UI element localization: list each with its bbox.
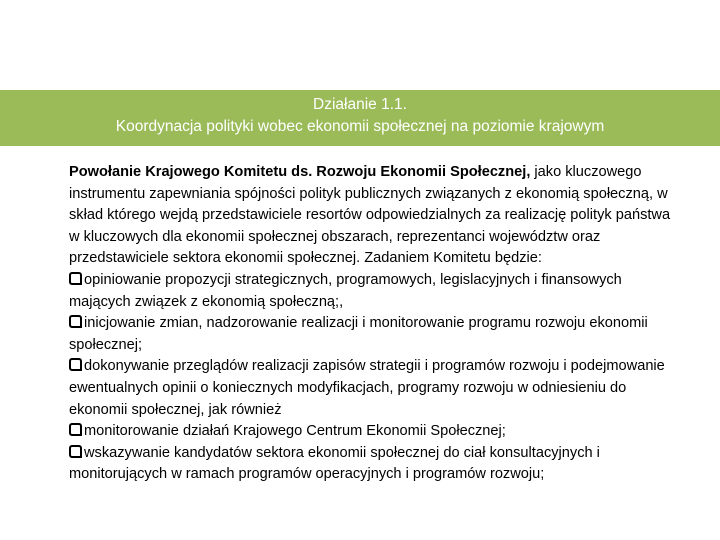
intro-bold-text: Powołanie Krajowego Komitetu ds. Rozwoju Ekonomii Społecznej, bbox=[69, 164, 531, 180]
list-item-text: inicjowanie zmian, nadzorowanie realizacji i monitorowanie programu rozwoju ekonomii społecznej; bbox=[69, 315, 648, 353]
checkbox-bullet-icon bbox=[69, 445, 82, 458]
section-subtitle: Koordynacja polityki wobec ekonomii społecznej na poziomie krajowym bbox=[115, 118, 605, 135]
list-item-text: wskazywanie kandydatów sektora ekonomii społecznej do ciał konsultacyjnych i monitorujących w ramach programów operacyjnych i programów rozwoju; bbox=[69, 444, 600, 483]
list-item bbox=[69, 356, 684, 421]
checkbox-bullet-icon bbox=[69, 272, 82, 285]
list-item bbox=[69, 270, 684, 313]
list-item bbox=[69, 313, 684, 356]
section-header-band bbox=[0, 90, 720, 146]
section-title: Działanie 1.1. bbox=[313, 96, 407, 113]
intro-text: jako kluczowego instrumentu zapewniania spójności polityk publicznych związanych z ekonomią społeczną, w skład którego wejdą przedstawiciele resortów odpowiedzialnych za realizację polityk państwa w kluczowych dla ekonomii społecznej obszarach, reprezentanci województw oraz przedstawiciele sektora ekonomii społecznej. Zadaniem Komitetu będzie: bbox=[69, 164, 671, 267]
intro-paragraph bbox=[69, 162, 684, 270]
list-item-text: monitorowanie działań Krajowego Centrum Ekonomii Społecznej; bbox=[84, 423, 506, 440]
list-item bbox=[69, 421, 684, 443]
list-item bbox=[69, 443, 684, 486]
checkbox-bullet-icon bbox=[69, 358, 82, 371]
list-item-text: opiniowanie propozycji strategicznych, programowych, legislacyjnych i finansowych mających związek z ekonomią społeczną;, bbox=[69, 271, 622, 310]
checkbox-bullet-icon bbox=[69, 315, 82, 328]
checkbox-bullet-icon bbox=[69, 423, 82, 436]
body-text bbox=[69, 162, 684, 486]
list-item-text: dokonywanie przeglądów realizacji zapisów strategii i programów rozwoju i podejmowanie ewentualnych opinii o koniecznych modyfikacjach, programy rozwoju w odniesieniu do ekonomii społecznej, jak również bbox=[69, 358, 665, 418]
